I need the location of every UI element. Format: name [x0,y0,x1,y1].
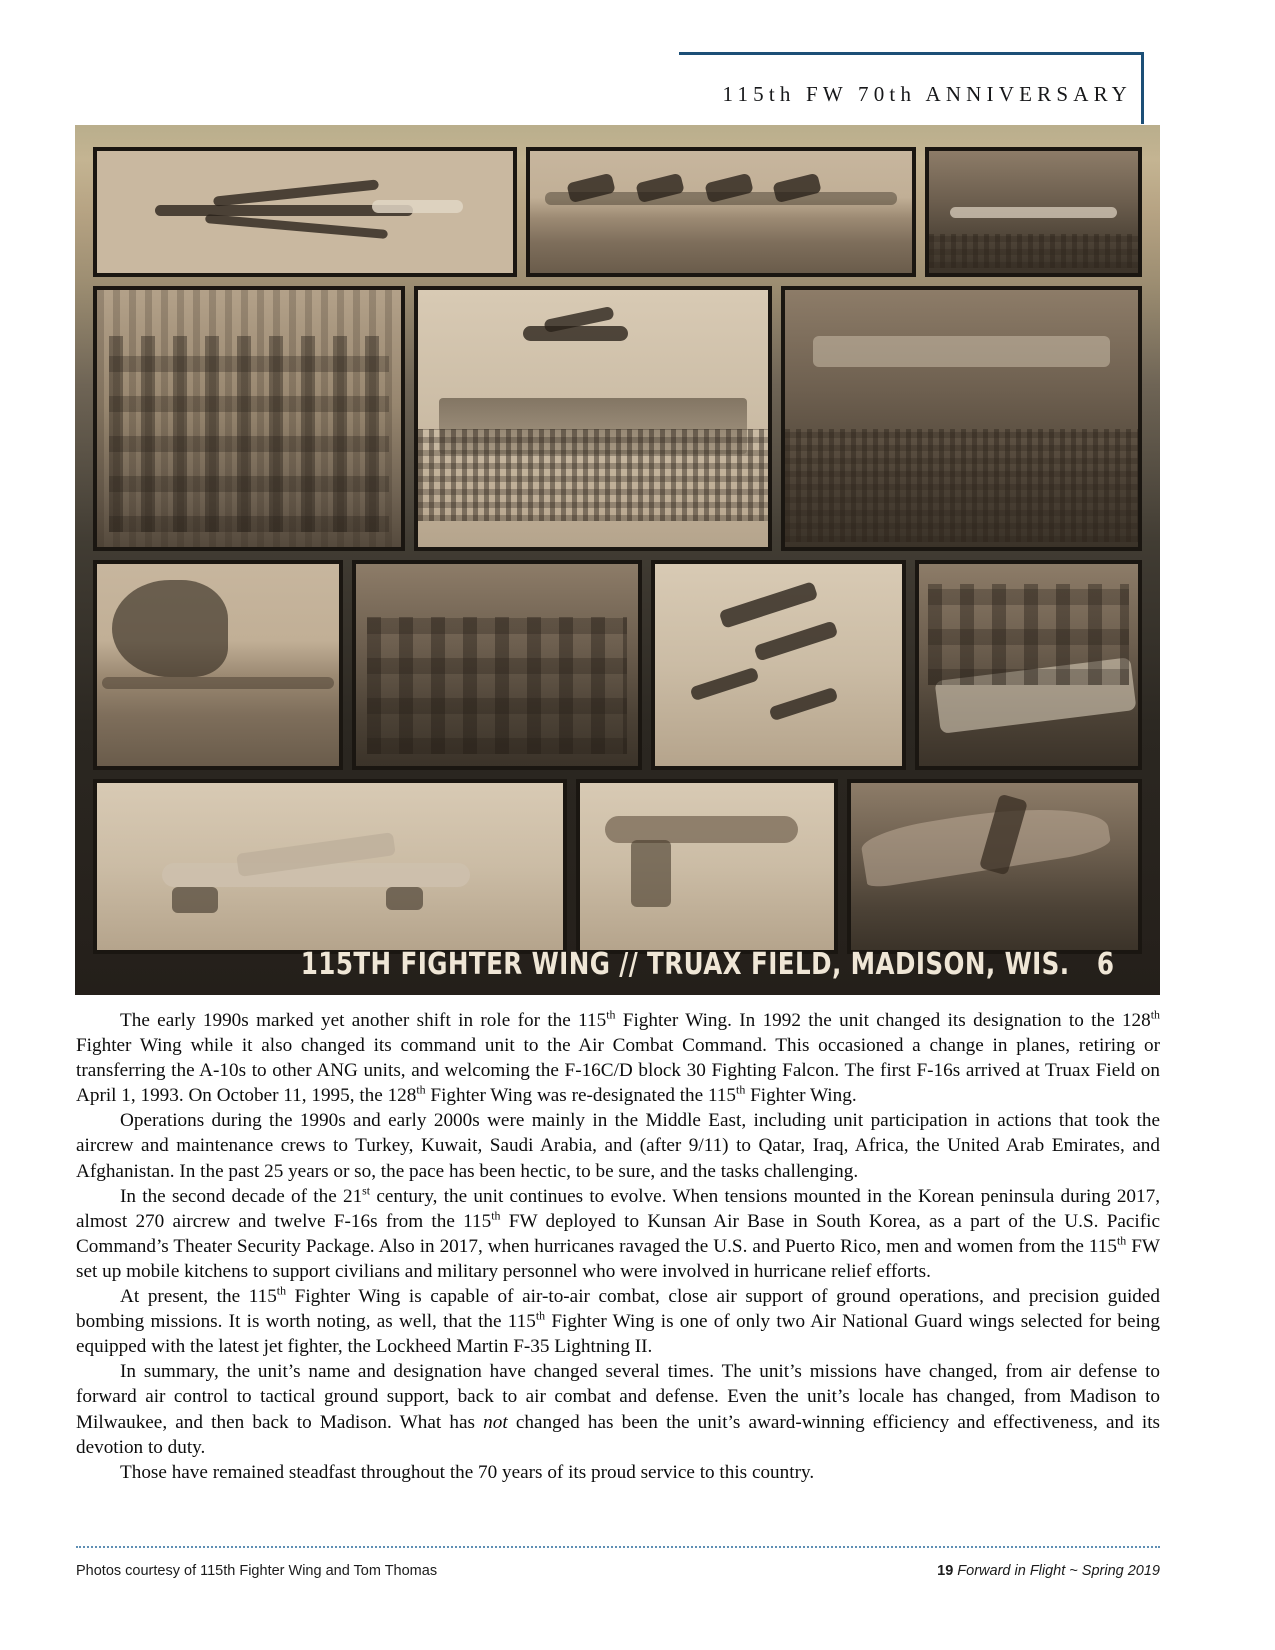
collage-row-1 [93,147,1142,277]
article-paragraph [76,1460,1160,1485]
text-run: Fighter Wing. [745,1085,857,1107]
photo-line-of-propeller-aircraft-on-ramp [526,147,916,277]
footer-publication-info [937,1563,1160,1579]
text-run: Fighter Wing is capable of air-to-air combat, close air support of ground operations, and precision guided bombing missions. It is worth noting, as well, that the 115 [76,1286,1161,1333]
photo-p-51-mustang-c-83 [576,779,838,954]
ordinal-suffix: st [362,1183,371,1198]
collage-row-2 [93,286,1142,551]
photo-collage [75,125,1160,995]
text-run: In the second decade of the 21 [120,1185,363,1207]
photo-p-51-mustang-in-flight [414,286,772,551]
publication-name: Forward in Flight ~ Spring 2019 [957,1563,1160,1579]
text-run: FW deployed to Kunsan Air Base in South Korea, as a part of the U.S. Pacific Command’s Theater Security Package. Also in 2017, when hurricanes ravaged the U.S. and Puerto Rico, men and women from the 115 [76,1210,1160,1257]
page-header [0,52,1275,124]
ordinal-suffix: th [535,1308,546,1323]
collage-caption-text: 115TH FIGHTER WING // TRUAX FIELD, MADISON, WIS. [300,946,1070,982]
photo-airmen-seated-in-row [352,560,642,770]
header-vertical-rule [1141,52,1144,124]
ordinal-suffix: th [1117,1233,1127,1248]
ordinal-suffix: th [606,1007,616,1022]
photo-crowd-greeting-jet-aircraft [781,286,1142,551]
photo-crew-working-on-aircraft [915,560,1142,770]
ordinal-suffix: th [1150,1007,1160,1022]
header-horizontal-rule [679,52,1143,55]
photo-p-51-mustang-nose-88 [93,560,343,770]
ordinal-suffix: th [276,1283,287,1298]
collage-inner [93,147,1142,995]
article-paragraph [76,1359,1160,1459]
collage-caption-bar [93,933,1142,995]
photo-b-26-invader-in-flight [93,147,517,277]
text-run: Fighter Wing. In 1992 the unit changed its designation to the 128 [615,1010,1151,1031]
text-run: Fighter Wing was re-designated the 115 [425,1085,737,1107]
photo-squadron-group-portrait [93,286,405,551]
text-run: century, the unit continues to evolve. When tensions mounted in the Korean peninsula during 2017, almost 270 aircrew and twelve F-16s from the 115 [76,1185,1161,1232]
text-run: Fighter Wing is one of only two Air National Guard wings selected for being equipped with the latest jet fighter, the Lockheed Martin F-35 Lightning II. [76,1311,1160,1358]
article-paragraph [76,1184,1160,1284]
photo-aircraft-with-ground-crew-trees [925,147,1142,277]
ordinal-suffix: th [416,1082,426,1097]
collage-row-4 [93,779,1142,954]
photo-f-86-sabre-on-ramp [93,779,567,954]
text-run: Operations during the 1990s and early 2000s were mainly in the Middle East, including unit participation in actions that took the aircrew and maintenance crews to Turkey, Kuwait, Saudi Arabia, and (after 9/11) to Qatar, Iraq, Africa, the United Arab Emirates, and Afghanistan. In the past 25 years or so, the pace has been hectic, to be sure, and the tasks challenging. [76,1110,1160,1182]
photo-aircraft-n6303-nose [847,779,1142,954]
text-run: changed has been the unit’s award-winning efficiency and effectiveness, and its devotion to duty. [76,1411,1160,1458]
text-run: At present, the 115 [120,1286,277,1308]
article-paragraph [76,1284,1160,1359]
article-body [76,1008,1160,1485]
emphasis-text: not [483,1411,508,1433]
text-run: In summary, the unit’s name and designation have changed several times. The unit’s missions have changed, from air defense to forward air control to tactical ground support, back to air combat and defense. Even the unit’s locale has changed, from Madison to Milwaukee, and then back to Madison. What has [76,1361,1160,1433]
text-run: Those have remained steadfast throughout the 70 years of its proud service to this country. [120,1461,815,1483]
article-paragraph [76,1008,1160,1108]
photo-credit: Photos courtesy of 115th Fighter Wing and Tom Thomas [76,1563,438,1579]
ordinal-suffix: th [491,1208,501,1223]
page-number: 19 [937,1563,954,1579]
article-paragraph [76,1108,1160,1183]
text-run: FW set up mobile kitchens to support civilians and military personnel who were involved in hurricane relief efforts. [76,1235,1161,1282]
collage-caption-number: 6 [1097,946,1115,982]
text-run: Fighter Wing while it also changed its command unit to the Air Combat Command. This occasioned a change in planes, retiring or transferring the A-10s to other ANG units, and welcoming the F-16C/D block 30 Fighting Falcon. The first F-16s arrived at Truax Field on April 1, 1993. On October 11, 1995, the 128 [76,1035,1160,1107]
photo-jet-formation-flyover [651,560,906,770]
ordinal-suffix: th [736,1082,746,1097]
page-title: 115th FW 70th ANNIVERSARY [722,82,1132,106]
collage-row-3 [93,560,1142,770]
text-run: The early 1990s marked yet another shift in role for the 115 [120,1010,607,1031]
page-footer [76,1563,1160,1579]
footer-divider [76,1546,1160,1548]
